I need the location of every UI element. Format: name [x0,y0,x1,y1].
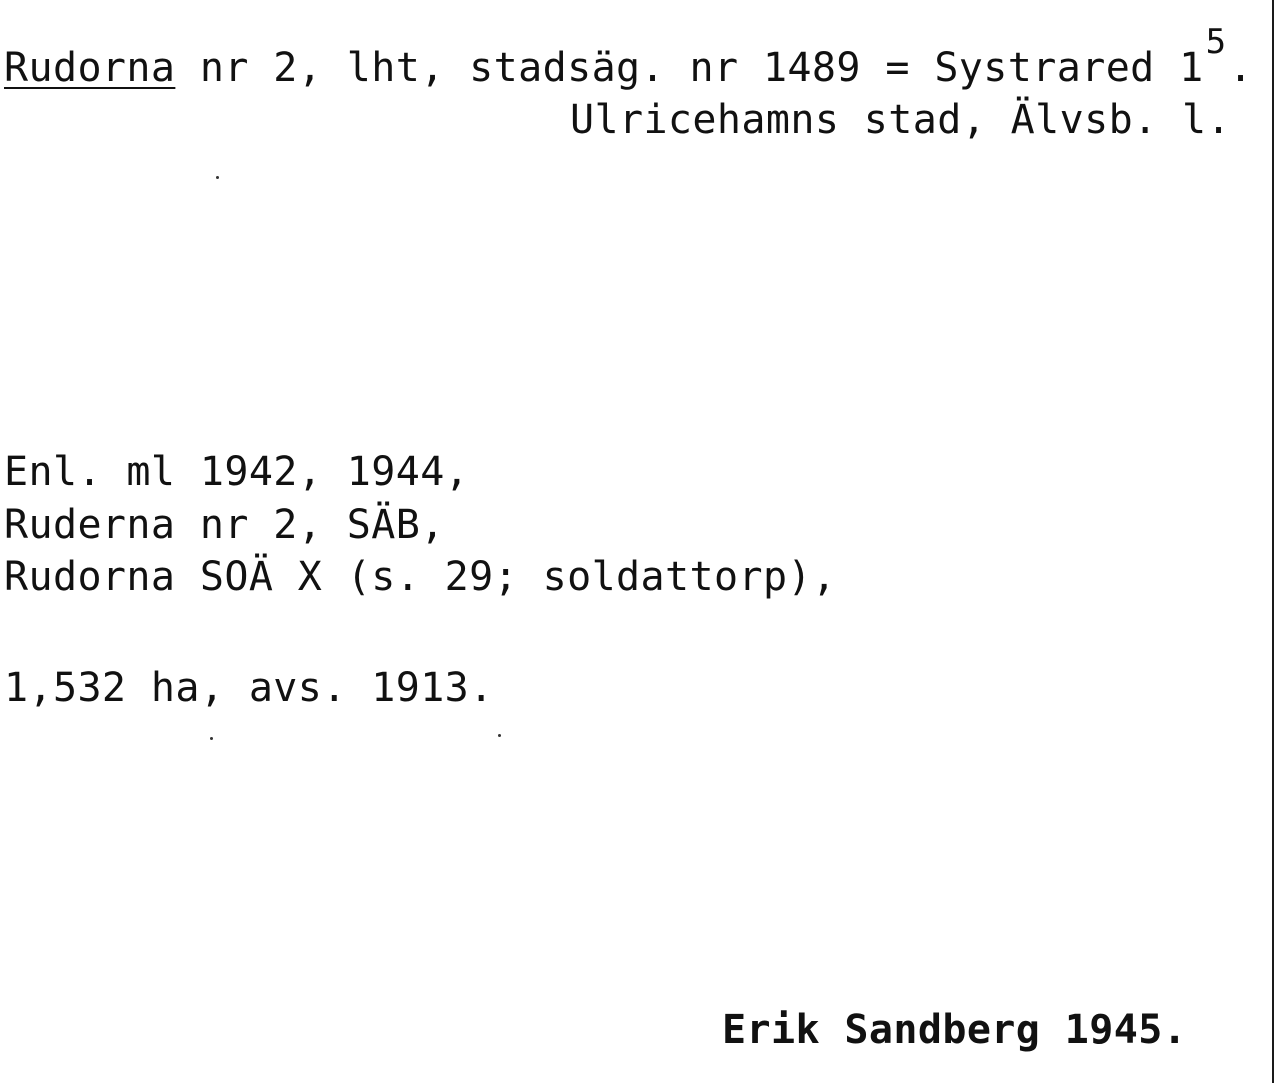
source-line-2: Ruderna nr 2, SÄB, [4,502,445,548]
card-right-edge-rule [1272,0,1274,1083]
signature: Erik Sandberg 1945. [722,1007,1188,1053]
header-superscript: 5 [1205,22,1227,62]
scan-speck [210,737,213,740]
scan-speck [216,176,219,179]
header-line-1-end: . [1228,45,1253,91]
scan-speck [498,734,501,737]
source-line-1: Enl. ml 1942, 1944, [4,449,470,495]
place-name-heading: Rudorna [4,45,176,91]
source-line-3: Rudorna SOÄ X (s. 29; soldattorp), [4,554,837,600]
header-line-1-text: nr 2, lht, stadsäg. nr 1489 = Systrared 1 [175,45,1204,91]
area-note: 1,532 ha, avs. 1913. [4,665,494,711]
header-line-1 [4,22,1253,91]
header-line-2: Ulricehamns stad, Älvsb. l. [570,97,1232,143]
